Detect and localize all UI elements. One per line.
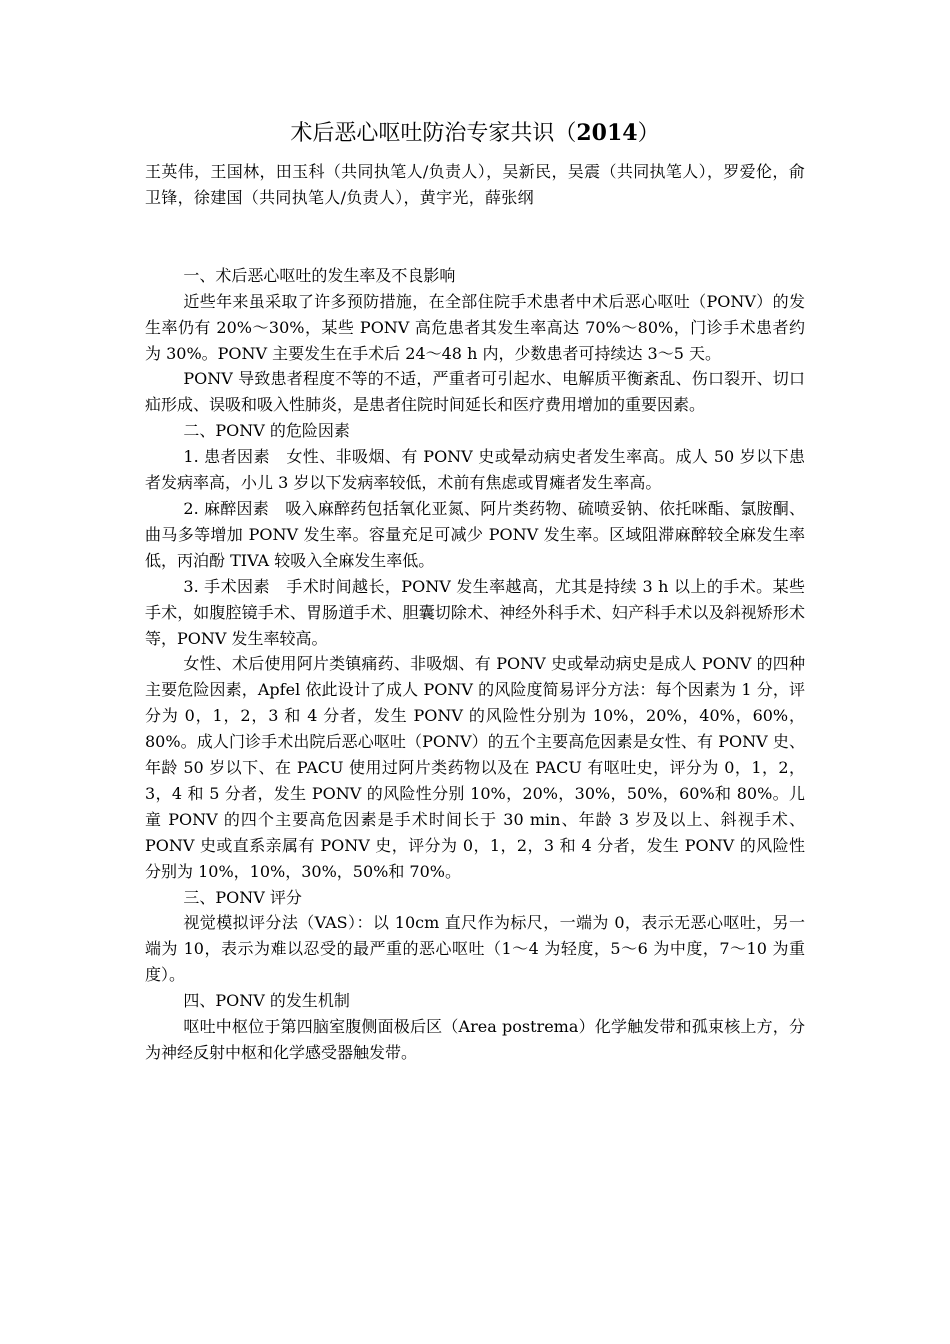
paragraph-surgery-factors: 3. 手术因素 手术时间越长，PONV 发生率越高，尤其是持续 3 h 以上的手术。某些手术，如腹腔镜手术、胃肠道手术、胆囊切除术、神经外科手术、妇产科手术以及斜视矫形术等，PONV 发生率较高。 (145, 576, 805, 648)
title-text: 术后恶心呕吐防治专家共识（ (290, 121, 577, 146)
section-heading-1: 一、术后恶心呕吐的发生率及不良影响 (183, 265, 456, 285)
section-spacer (145, 211, 805, 263)
title-year: 2014 (576, 120, 638, 146)
paragraph-patient-factors: 1. 患者因素 女性、非吸烟、有 PONV 史或晕动病史者发生率高。成人 50 岁以下患者发病率高，小儿 3 岁以下发病率较低，术前有焦虑或胃瘫者发生率高。 (145, 447, 805, 493)
section-heading-4: 四、PONV 的发生机制 (183, 991, 350, 1011)
section-heading-2: 二、PONV 的危险因素 (183, 421, 350, 441)
paragraph-anesthesia-factors: 2. 麻醉因素 吸入麻醉药包括氧化亚氮、阿片类药物、硫喷妥钠、依托咪酯、氯胺酮、曲马多等增加 PONV 发生率。容量充足可减少 PONV 发生率。区域阻滞麻醉较全麻发生率低，丙泊酚 TIVA 较吸入全麻发生率低。 (145, 498, 805, 570)
document-title (0, 118, 950, 149)
paragraph-mechanism: 呕吐中枢位于第四脑室腹侧面极后区（Area postrema）化学触发带和孤束核上方，分为神经反射中枢和化学感受器触发带。 (145, 1017, 805, 1062)
title-close: ） (637, 121, 660, 146)
author-list: 王英伟，王国林，田玉科（共同执笔人/负责人），吴新民，吴震（共同执笔人），罗爱伦，俞卫锋，徐建国（共同执笔人/负责人），黄宇光，薛张纲 (145, 162, 805, 207)
section-heading-3: 三、PONV 评分 (183, 887, 302, 907)
paragraph-vas: 视觉模拟评分法（VAS）：以 10cm 直尺作为标尺，一端为 0，表示无恶心呕吐，另一端为 10，表示为难以忍受的最严重的恶心呕吐（1～4 为轻度，5～6 为中度，7～10 为重度）。 (145, 913, 805, 985)
paragraph-risk-scores: 女性、术后使用阿片类镇痛药、非吸烟、有 PONV 史或晕动病史是成人 PONV 的四种主要危险因素，Apfel 依此设计了成人 PONV 的风险度简易评分方法：每个因素为 1 分，评分为 0，1，2，3 和 4 分者，发生 PONV 的风险性分别为 10%，20%，40%，60%，80%。成人门诊手术出院后恶心呕吐（PONV）的五个主要高危因素是女性、有 PONV 史、年龄 50 岁以下、在 PACU 使用过阿片类药物以及在 PACU 有呕吐史，评分为 0，1，2，3，4 和 5 分者，发生 PONV 的风险性分别 10%，20%，30%，50%，60%和 80%。儿童 PONV 的四个主要高危因素是手术时间长于 30 min、年龄 3 岁及以上、斜视手术、PONV 史或直系亲属有 PONV 史，评分为 0，1，2，3 和 4 分者，发生 PONV 的风险性分别为 10%，10%，30%，50%和 70%。 (145, 654, 805, 881)
document-body (145, 159, 805, 1066)
paragraph-impact: PONV 导致患者程度不等的不适，严重者可引起水、电解质平衡紊乱、伤口裂开、切口疝形成、误吸和吸入性肺炎，是患者住院时间延长和医疗费用增加的重要因素。 (145, 369, 805, 415)
paragraph-incidence: 近些年来虽采取了许多预防措施，在全部住院手术患者中术后恶心呕吐（PONV）的发生率仍有 20%～30%，某些 PONV 高危患者其发生率高达 70%～80%，门诊手术患者约为 30%。PONV 主要发生在手术后 24～48 h 内，少数患者可持续达 3～5 天。 (145, 291, 805, 363)
